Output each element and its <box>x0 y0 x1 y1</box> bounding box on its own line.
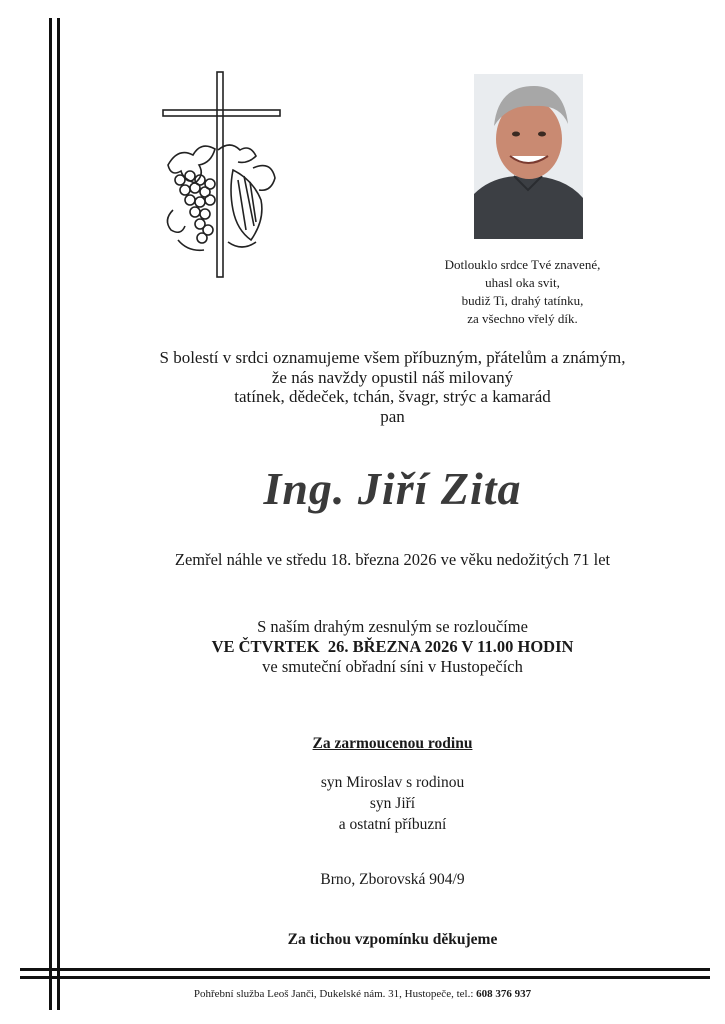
footer-phone: 608 376 937 <box>476 988 532 1000</box>
cross-with-grapes-icon <box>158 70 283 280</box>
poem-line: za všechno vřelý dík. <box>467 311 578 326</box>
bottom-border-lower <box>20 976 710 979</box>
poem-line: budiž Ti, drahý tatínku, <box>461 293 584 308</box>
death-notice: Zemřel náhle ve středu 18. března 2026 ve věku nedožitých 71 let <box>174 550 611 569</box>
family-member: syn Jiří <box>369 795 416 812</box>
farewell-date: VE ČTVRTEK 26. BŘEZNA 2026 V 11.00 HODIN <box>211 637 574 656</box>
intro-line: že nás navždy opustil náš milovaný <box>271 367 514 387</box>
family-list <box>60 772 725 835</box>
family-heading: Za zarmoucenou rodinu <box>312 735 473 752</box>
thanks-line: Za tichou vzpomínku děkujeme <box>287 931 498 948</box>
intro-line: pan <box>380 406 405 426</box>
poem-line: uhasl oka svit, <box>485 275 560 290</box>
family-member: a ostatní příbuzní <box>338 816 447 833</box>
family-member: syn Miroslav s rodinou <box>320 774 465 791</box>
farewell-line: S naším drahým zesnulým se rozloučíme <box>257 617 528 636</box>
farewell-place: ve smuteční obřadní síni v Hustopečích <box>262 657 523 676</box>
bottom-border-upper <box>20 968 710 971</box>
intro-line: tatínek, dědeček, tchán, švagr, strýc a kamarád <box>234 387 551 406</box>
poem-line: Dotlouklo srdce Tvé znavené, <box>444 257 601 272</box>
left-border-outer <box>49 18 52 1010</box>
address: Brno, Zborovská 904/9 <box>320 871 465 888</box>
intro-line: S bolestí v srdci oznamujeme všem příbuzným, přátelům a známým, <box>159 348 626 367</box>
footer <box>0 988 725 1000</box>
farewell-info <box>60 617 725 677</box>
deceased-name: Ing. Jiří Zita <box>263 463 522 514</box>
portrait-photo <box>474 74 583 239</box>
announcement-intro <box>60 348 725 426</box>
footer-text: Pohřební služba Leoš Janči, Dukelské nám. 31, Hustopeče, tel.: <box>193 988 477 1000</box>
memorial-poem <box>420 256 625 328</box>
